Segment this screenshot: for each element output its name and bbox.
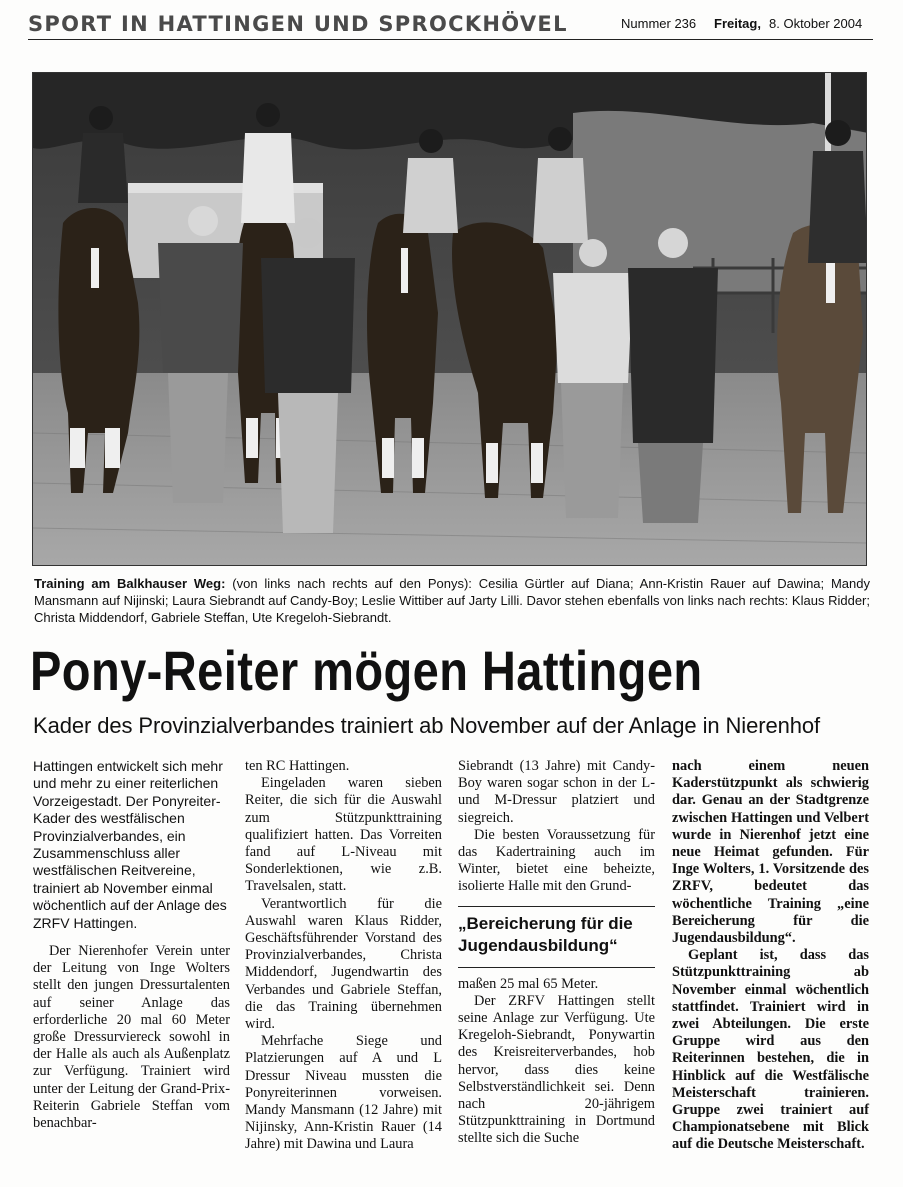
article-paragraph: Der ZRFV Hattingen stellt seine Anlage zur Verfügung. Ute Kregeloh-Siebrandt, Ponywartin des Kreisreiterverbandes, hob hervor, dass dies keine Selbstverständlichkeit sei. Denn nach 20-jährigem Stützpunkttraining in Dortmund stellte sich die Suche <box>458 992 655 1147</box>
caption-lead: Training am Balkhauser Weg: <box>34 576 226 591</box>
pull-quote: „Bereicherung für die Jugendausbildung“ <box>458 906 655 968</box>
article-paragraph: Die besten Voraussetzung für das Kadertraining auch im Winter, bietet eine beheizte, isolierte Halle mit den Grund- <box>458 826 655 895</box>
caption-text: (von links nach rechts auf den Ponys): Cesilia Gürtler auf Diana; Ann-Kristin Rauer auf Dawina; Mandy Mansmann auf Nijinski; Laura Siebrandt auf Candy-Boy; Leslie Wittiber auf Jarty Lilli. Davor stehen ebenfalls von links nach rechts: Klaus Ridder; Christa Middendorf, Gabriele Steffan, Ute Kregeloh-Siebrandt. <box>34 576 870 625</box>
issue-number: Nummer 236 <box>621 16 697 31</box>
article-intro: Hattingen entwickelt sich mehr und mehr zu einer reiterlichen Vorzeigestadt. Der Ponyreiter-Kader des westfälischen Provinzialverbandes, ein Zusammenschluss aller westfälischen Reitvereine, trainiert ab November einmal wöchentlich auf der Anlage des ZRFV Hattingen. <box>33 758 227 931</box>
article-column-2 <box>245 758 442 1154</box>
subheadline: Kader des Provinzialverbandes trainiert ab November auf der Anlage in Nierenhof <box>33 713 821 738</box>
riders-with-ponies-photo <box>32 72 867 566</box>
headline: Pony-Reiter mögen Hattingen <box>30 639 703 702</box>
article-paragraph: maßen 25 mal 65 Meter. <box>458 975 599 992</box>
article-column-4 <box>672 758 869 1154</box>
article-column-3 <box>458 758 655 1148</box>
photo-caption <box>34 575 870 626</box>
masthead <box>28 10 873 40</box>
article-paragraph: Verantwortlich für die Auswahl waren Klaus Ridder, Geschäftsführender Vorstand des Provinzialverbandes, Christa Middendorf, Jugendwartin des Verbandes und Gabriele Steffan, die das Training übernehmen wird. <box>245 895 442 1033</box>
article-paragraph: Der Nierenhofer Verein unter der Leitung von Inge Wolters stellt den jungen Dressurtalenten auf seiner Anlage das erforderliche 20 mal 60 Meter große Dressurviereck sowohl in der Halle als auch als Außenplatz zur Verfügung. Trainiert wird unter der Leitung der Grand-Prix-Reiterin Gabriele Steffan vom benachbar- <box>33 943 230 1132</box>
section-title: SPORT IN HATTINGEN UND SPROCKHÖVEL <box>28 12 568 36</box>
article-paragraph: Mehrfache Siege und Platzierungen auf A und L Dressur Niveau mussten die Ponyreiterinnen vorweisen. Mandy Mansmann (12 Jahre) mit Nijinsky, Ann-Kristin Rauer (14 Jahre) mit Dawina und Laura <box>245 1033 442 1153</box>
article-paragraph: ten RC Hattingen. <box>245 758 350 774</box>
article-paragraph: Eingeladen waren sieben Reiter, die sich für die Auswahl zum Stützpunkttraining qualifiziert hatten. Das Vorreiten fand auf L-Niveau mit Sonderlektionen, wie z.B. Travelsalen, statt. <box>245 775 442 895</box>
issue-day: Freitag, <box>714 16 761 31</box>
article-paragraph: nach einem neuen Kaderstützpunkt als schwierig dar. Genau an der Stadtgrenze zwischen Hattingen und Velbert wurde in Nierenhof jetzt eine neue Heimat gefunden. Für Inge Wolters, 1. Vorsitzende des ZRFV, bedeutet das wöchentliche Training „eine Bereicherung für die Jugendausbildung“. <box>672 758 869 947</box>
article-column-1 <box>33 758 230 1132</box>
article-paragraph: Siebrandt (13 Jahre) mit Candy-Boy waren sogar schon in der L- und M-Dressur platziert und siegreich. <box>458 758 655 826</box>
article-paragraph: Geplant ist, dass das Stützpunkttraining ab November einmal wöchentlich stattfindet. Trainiert wird in zwei Abteilungen. Die erste Gruppe wird aus den Reiterinnen bestehen, die in Hinblick auf die Westfälische Meisterschaft trainieren. Gruppe zwei trainiert auf Championatsebene mit Blick auf die Deutsche Meisterschaft. <box>672 947 869 1153</box>
issue-date: 8. Oktober 2004 <box>769 16 863 31</box>
